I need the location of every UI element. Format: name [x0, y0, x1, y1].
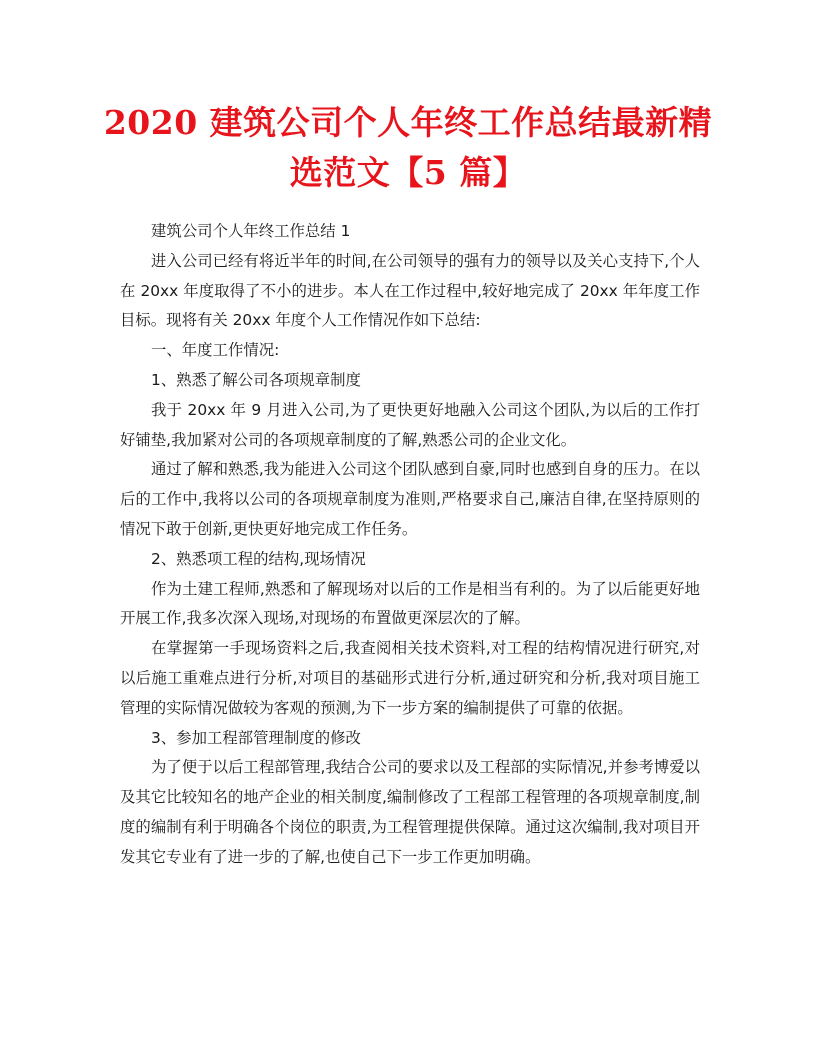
body-paragraph: 为了便于以后工程部管理,我结合公司的要求以及工程部的实际情况,并参考博爱以及其它比较知名的地产企业的相关制度,编制修改了工程部工程管理的各项规章制度,制度的编制有利于明确各个岗位的职责,为工程管理提供保障。通过这次编制,我对项目开发其它专业有了进一步的了解,也使自己下一步工作更加明确。	[120, 758, 700, 866]
body-paragraph: 在掌握第一手现场资料之后,我查阅相关技术资料,对工程的结构情况进行研究,对以后施工重难点进行分析,对项目的基础形式进行分析,通过研究和分析,我对项目施工管理的实际情况做较为客观的预测,为下一步方案的编制提供了可靠的依据。	[120, 639, 700, 717]
document-body	[120, 217, 700, 873]
subsection-heading: 3、参加工程部管理制度的修改	[151, 728, 361, 747]
body-paragraph: 通过了解和熟悉,我为能进入公司这个团队感到自豪,同时也感到自身的压力。在以后的工作中,我将以公司的各项规章制度为准则,严格要求自己,廉洁自律,在坚持原则的情况下敢于创新,更快更好地完成工作任务。	[120, 460, 700, 538]
subsection-heading: 1、熟悉了解公司各项规章制度	[151, 370, 361, 389]
subsection-heading: 2、熟悉项工程的结构,现场情况	[151, 549, 366, 568]
body-paragraph: 作为土建工程师,熟悉和了解现场对以后的工作是相当有利的。为了以后能更好地开展工作,我多次深入现场,对现场的布置做更深层次的了解。	[120, 579, 700, 628]
body-paragraph: 进入公司已经有将近半年的时间,在公司领导的强有力的领导以及关心支持下,个人在 20xx 年度取得了不小的进步。本人在工作过程中,较好地完成了 20xx 年年度工作目标。现将有关 20xx 年度个人工作情况作如下总结:	[120, 251, 700, 330]
body-paragraph: 我于 20xx 年 9 月进入公司,为了更快更好地融入公司这个团队,为以后的工作打好铺垫,我加紧对公司的各项规章制度的了解,熟悉公司的企业文化。	[120, 400, 700, 449]
section-heading: 一、年度工作情况:	[151, 341, 280, 360]
section-heading: 建筑公司个人年终工作总结 1	[151, 222, 351, 240]
document-title: 2020 建筑公司个人年终工作总结最新精选范文【5 篇】	[103, 103, 713, 192]
